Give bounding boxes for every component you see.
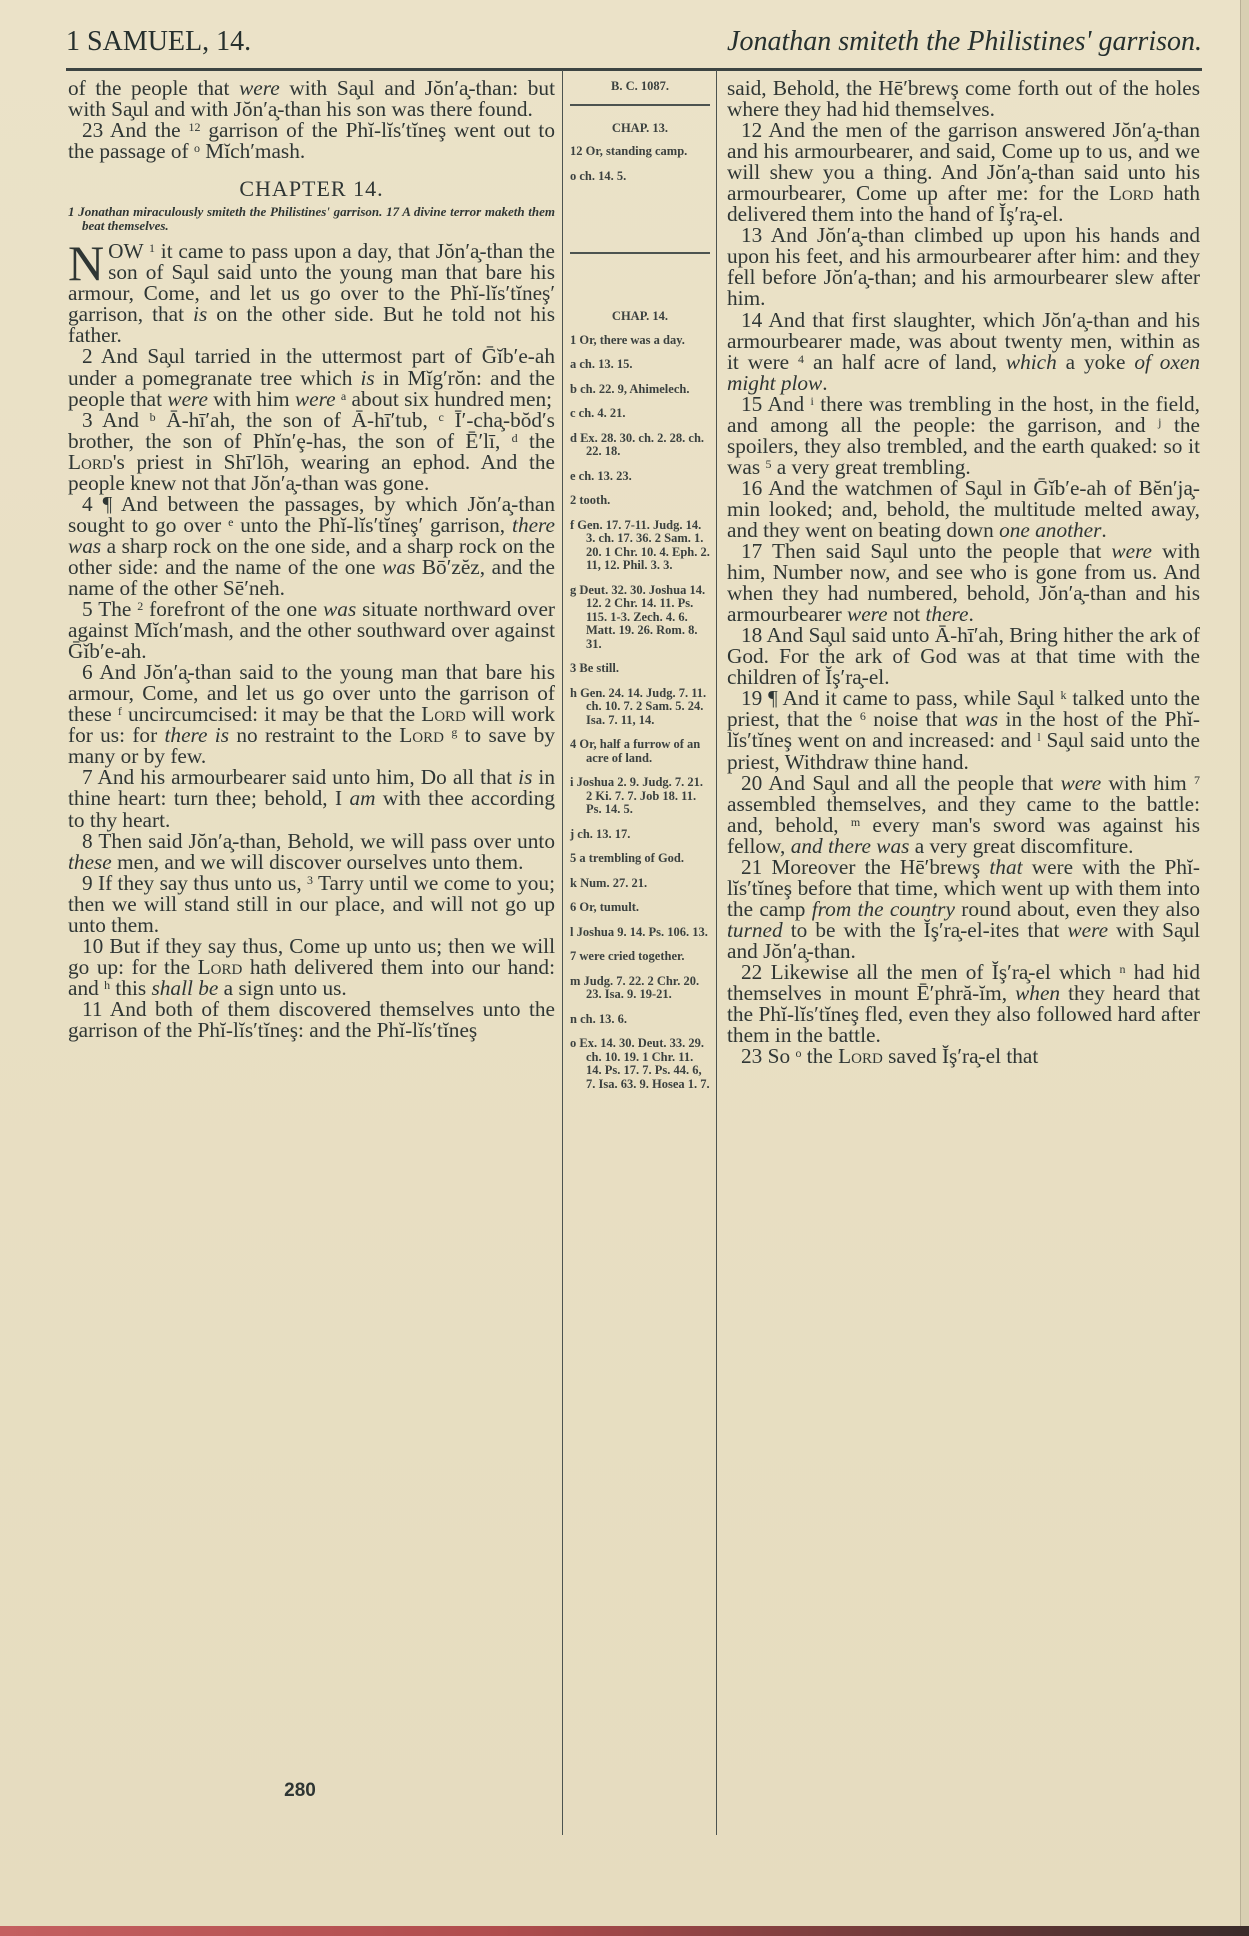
verse-22: 22 Likewise all the men of Ĭş′ra̧-el which $^n$ had hid themselves in mount Ē′phră-ĭm, when they heard that the Phĭ-lĭs′tĭneş fled, even they also followed hard after them in the battle. xyxy=(727,959,1200,1048)
margin-note: g Deut. 32. 30. Joshua 14. 12. 2 Chr. 14. 11. Ps. 115. 1-3. Zech. 4. 6. Matt. 19. 26. Rom. 8. 31. xyxy=(570,582,706,651)
book-cover-edge xyxy=(0,1926,1249,1936)
margin-rule xyxy=(570,252,710,254)
right-text-column xyxy=(727,78,1200,1067)
left-text-column xyxy=(68,78,555,1041)
margin-references xyxy=(570,80,710,1102)
chap-14-label: CHAP. 14. xyxy=(611,309,669,323)
margin-note: 3 Be still. xyxy=(570,661,619,675)
verse-9: 9 If they say thus unto us, $^3$ Tarry until we come to you; then we will stand still in our place, and will not go up unto them. xyxy=(68,870,555,937)
page-number: 280 xyxy=(284,1780,316,1801)
verse-3: 3 And $^b$ Ā-hī′ah, the son of Ā-hī′tub, $^c$ Ī′-cha̧-bŏd′s brother, the son of Phĭn′ȩ-has, the son of Ē′lī, $^d$ the Lord's priest in Shī′lōh, wearing an ephod. And the people knew not that Jŏn′a̧-than was gone. xyxy=(68,407,555,495)
verse-4: 4 ¶ And between the passages, by which Jŏn′a̧-than sought to go over $^e$ unto the Phĭ-lĭs′tĭneş′ garrison, there was a sharp rock on the one side, and a sharp rock on the other side: and the name of the one was Bō′zĕz, and the name of the other Sē′neh. xyxy=(68,491,555,600)
margin-note: h Gen. 24. 14. Judg. 7. 11. ch. 10. 7. 2 Sam. 5. 24. Isa. 7. 11, 14. xyxy=(570,685,707,727)
verse-19: 19 ¶ And it came to pass, while Sa̧ul $^k$ talked unto the priest, that the $^6$ noise that was in the host of the Phĭ-lĭs′tĭneş went on and increased: and $^l$ Sa̧ul said unto the priest, Withdraw thine hand. xyxy=(727,686,1200,774)
verse-1 xyxy=(68,235,556,348)
verse-2: 2 And Sa̧ul tarried in the uttermost part of Ḡĭb′e-ah under a pomegranate tree which is in Mĭg′rŏn: and the people that were with him were $^a$ about six hundred men; xyxy=(68,344,555,411)
chapter-summary: 1 Jonathan miraculously smiteth the Philistines' garrison. 17 A divine terror maketh them beat themselves. xyxy=(68,204,555,234)
verse-12: 12 And the men of the garrison answered Jŏn′a̧-than and his armourbearer, and said, Come up to us, and we will shew you a thing. And Jŏn′a̧-than said unto his armourbearer, Come up after me: for the Lord hath delivered them into the hand of Ĭş′ra̧-el. xyxy=(727,118,1200,227)
page-edge xyxy=(1240,0,1249,1936)
margin-note: 1 Or, there was a day. xyxy=(570,332,685,347)
margin-note: d Ex. 28. 30. ch. 2. 28. ch. 22. 18. xyxy=(570,430,705,458)
margin-note: l Joshua 9. 14. Ps. 106. 13. xyxy=(570,924,708,939)
date-label: B. C. 1087. xyxy=(611,79,669,93)
margin-note: b ch. 22. 9, Ahimelech. xyxy=(570,381,690,396)
page-header xyxy=(66,22,1202,62)
verse-21: 21 Moreover the Hē′brewş that were with the Phĭ-lĭs′tĭneş before that time, which went up with them into the camp from the country round about, even they also turned to be with the Ĭş′ra̧-el-ites that were with Sa̧ul and Jŏn′a̧-than. xyxy=(727,854,1201,963)
column-divider xyxy=(562,70,563,1835)
margin-note: i Joshua 2. 9. Judg. 7. 21. 2 Ki. 7. 7. Job 18. 11. Ps. 14. 5. xyxy=(570,775,704,816)
margin-note: m Judg. 7. 22. 2 Chr. 20. 23. Isa. 9. 19-21. xyxy=(570,973,700,1001)
margin-note: a ch. 13. 15. xyxy=(570,357,633,371)
header-rule xyxy=(66,68,1202,71)
chap-14-notes xyxy=(570,334,710,1092)
verse-17: 17 Then said Sa̧ul unto the people that were with him, Number now, and see who is gone from us. And when they had numbered, behold, Jŏn′a̧-than and his armourbearer were not there. xyxy=(727,539,1201,627)
column-divider xyxy=(716,70,717,1835)
verse-continuation: of the people that were with Sa̧ul and Jŏn′a̧-than: but with Sa̧ul and with Jŏn′a̧-than his son was there found. xyxy=(68,76,555,122)
chapter-heading: CHAPTER 14. xyxy=(239,176,384,202)
margin-rule xyxy=(570,104,710,106)
margin-note: o ch. 14. 5. xyxy=(570,168,627,183)
verse-13: 13 And Jŏn′a̧-than climbed up upon his hands and upon his feet, and his armourbearer after him: and they fell before Jŏn′a̧-than; and his armourbearer slew after him. xyxy=(727,223,1200,311)
verse-18: 18 And Sa̧ul said unto Ā-hī′ah, Bring hither the ark of God. For the ark of God was at that time with the children of Ĭş′ra̧-el. xyxy=(727,623,1200,690)
chap-13-label: CHAP. 13. xyxy=(611,120,669,135)
margin-note: 4 Or, half a furrow of an acre of land. xyxy=(570,737,701,765)
margin-note: 12 Or, standing camp. xyxy=(570,144,688,158)
verse-23: 23 So $^o$ the Lord saved Ĭş′ra̧-el that xyxy=(741,1044,1039,1069)
verse-16: 16 And the watchmen of Sa̧ul in Ḡĭb′e-ah of Bĕn′ja̧-min looked; and, behold, the multitude melted away, and they went on beating down one another. xyxy=(727,475,1200,542)
margin-note: f Gen. 17. 7-11. Judg. 14. 3. ch. 17. 36. 2 Sam. 1. 20. 1 Chr. 10. 4. Eph. 2. 11, 12. Phil. 3. 3. xyxy=(570,517,710,572)
verse-15: 15 And $^i$ there was trembling in the host, in the field, and among all the people: the garrison, and $^j$ the spoilers, they also trembled, and the earth quaked: so it was $^5$ a very great trembling. xyxy=(727,391,1201,479)
chap-13-notes xyxy=(570,145,710,183)
margin-note: o Ex. 14. 30. Deut. 33. 29. ch. 10. 19. 1 Chr. 11. 14. Ps. 17. 7. Ps. 44. 6, 7. Isa. 63. 9. Hosea 1. 7. xyxy=(570,1036,710,1091)
margin-note: k Num. 27. 21. xyxy=(570,875,648,890)
drop-cap: N xyxy=(68,235,105,292)
verse-continuation: said, Behold, the Hē′brewş come forth out of the holes where they had hid themselves. xyxy=(727,76,1200,122)
margin-note: j ch. 13. 17. xyxy=(570,826,631,841)
verse-10: 10 But if they say thus, Come up unto us; then we will go up: for the Lord hath delivered them into our hand: and $^h$ this shall be a sign unto us. xyxy=(68,933,555,1000)
verse-8: 8 Then said Jŏn′a̧-than, Behold, we will pass over unto these men, and we will discover ourselves unto them. xyxy=(68,828,555,874)
verse-13-23: 23 And the $^{12}$ garrison of the Phĭ-lĭs′tĭneş went out to the passage of $^o$ Mĭch′mash. xyxy=(68,118,555,164)
book-chapter-label: 1 SAMUEL, 14. xyxy=(66,26,252,57)
verse-6: 6 And Jŏn′a̧-than said to the young man that bare his armour, Come, and let us go over unto the garrison of these $^f$ uncircumcised: it may be that the Lord will work for us: for there is no restraint to the Lord $^g$ to save by many or by few. xyxy=(68,660,555,769)
margin-note: 2 tooth. xyxy=(570,493,611,507)
verse-14: 14 And that first slaughter, which Jŏn′a̧-than and his armourbearer made, was about twenty men, within as it were $^4$ an half acre of land, which a yoke of oxen might plow. xyxy=(727,307,1201,395)
verse-7: 7 And his armourbearer said unto him, Do all that is in thine heart: turn thee; behold, I am with thee according to thy heart. xyxy=(68,765,555,832)
margin-note: 6 Or, tumult. xyxy=(570,900,639,914)
verse-1-text: OW $^1$ it came to pass upon a day, that Jŏn′a̧-than the son of Sa̧ul said unto the young man that bare his armour, Come, and let us go over to the Phĭ-lĭs′tĭneş′ garrison, that is on the other side. But he told not his father. xyxy=(68,239,556,348)
verse-5: 5 The $^2$ forefront of the one was situate northward over against Mĭch′mash, and the other southward over against Ḡĭb′e-ah. xyxy=(68,597,556,664)
margin-note: 7 were cried together. xyxy=(570,949,685,963)
verse-20: 20 And Sa̧ul and all the people that were with him $^7$ assembled themselves, and they came to the battle: and, behold, $^m$ every man's sword was against his fellow, and there was a very great discomfiture. xyxy=(727,770,1201,858)
margin-note: n ch. 13. 6. xyxy=(570,1011,627,1026)
margin-note: e ch. 13. 23. xyxy=(570,468,632,483)
margin-note: c ch. 4. 21. xyxy=(570,406,626,420)
margin-note: 5 a trembling of God. xyxy=(570,851,685,865)
running-title: Jonathan smiteth the Philistines' garrison. xyxy=(727,26,1202,57)
verse-11: 11 And both of them discovered themselves unto the garrison of the Phĭ-lĭs′tĭneş: and the Phĭ-lĭs′tĭneş xyxy=(68,996,555,1042)
